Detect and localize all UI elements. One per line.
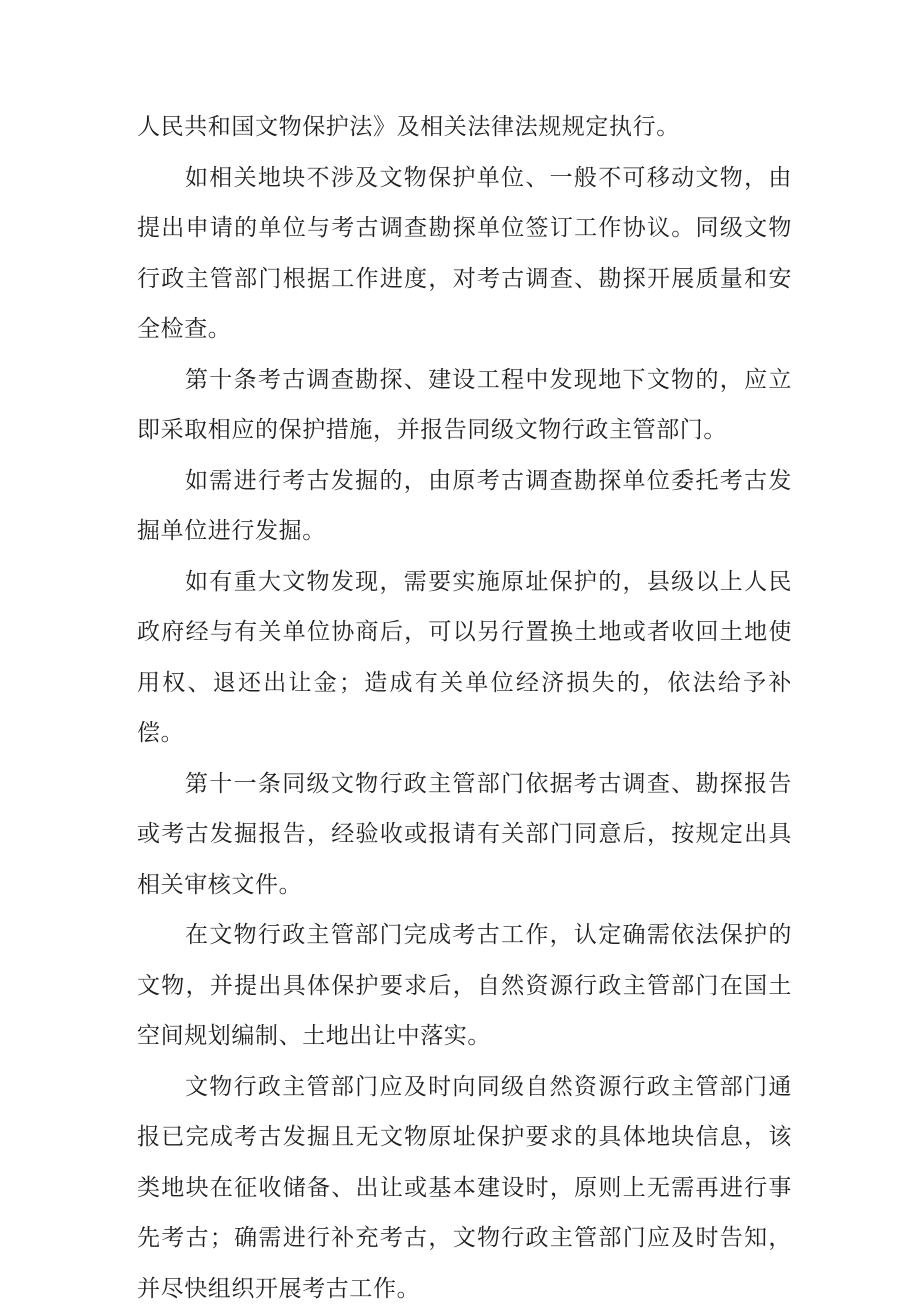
paragraph-notification: 文物行政主管部门应及时向同级自然资源行政主管部门通报已完成考古发掘且无文物原址保护要求的具体地块信息，该类地块在征收储备、出让或基本建设时，原则上无需再进行事先考古；确需进行补充考古，文物行政主管部门应及时告知，并尽快组织开展考古工作。 (137, 1062, 792, 1314)
document-body (137, 102, 792, 1314)
paragraph-continuation: 人民共和国文物保护法》及相关法律法规规定执行。 (137, 102, 792, 153)
paragraph-article-11: 第十一条同级文物行政主管部门依据考古调查、勘探报告或考古发掘报告，经验收或报请有关部门同意后，按规定出具相关审核文件。 (137, 759, 792, 911)
paragraph-major-discovery: 如有重大文物发现，需要实施原址保护的，县级以上人民政府经与有关单位协商后，可以另行置换土地或者收回土地使用权、退还出让金；造成有关单位经济损失的，依法给予补偿。 (137, 557, 792, 759)
paragraph-excavation-entrust: 如需进行考古发掘的，由原考古调查勘探单位委托考古发掘单位进行发掘。 (137, 456, 792, 557)
paragraph-article-10: 第十条考古调查勘探、建设工程中发现地下文物的，应立即采取相应的保护措施，并报告同级文物行政主管部门。 (137, 355, 792, 456)
paragraph-protection-requirements: 在文物行政主管部门完成考古工作，认定确需依法保护的文物，并提出具体保护要求后，自然资源行政主管部门在国土空间规划编制、土地出让中落实。 (137, 910, 792, 1062)
paragraph-no-relic-agreement: 如相关地块不涉及文物保护单位、一般不可移动文物，由提出申请的单位与考古调查勘探单位签订工作协议。同级文物行政主管部门根据工作进度，对考古调查、勘探开展质量和安全检查。 (137, 153, 792, 355)
